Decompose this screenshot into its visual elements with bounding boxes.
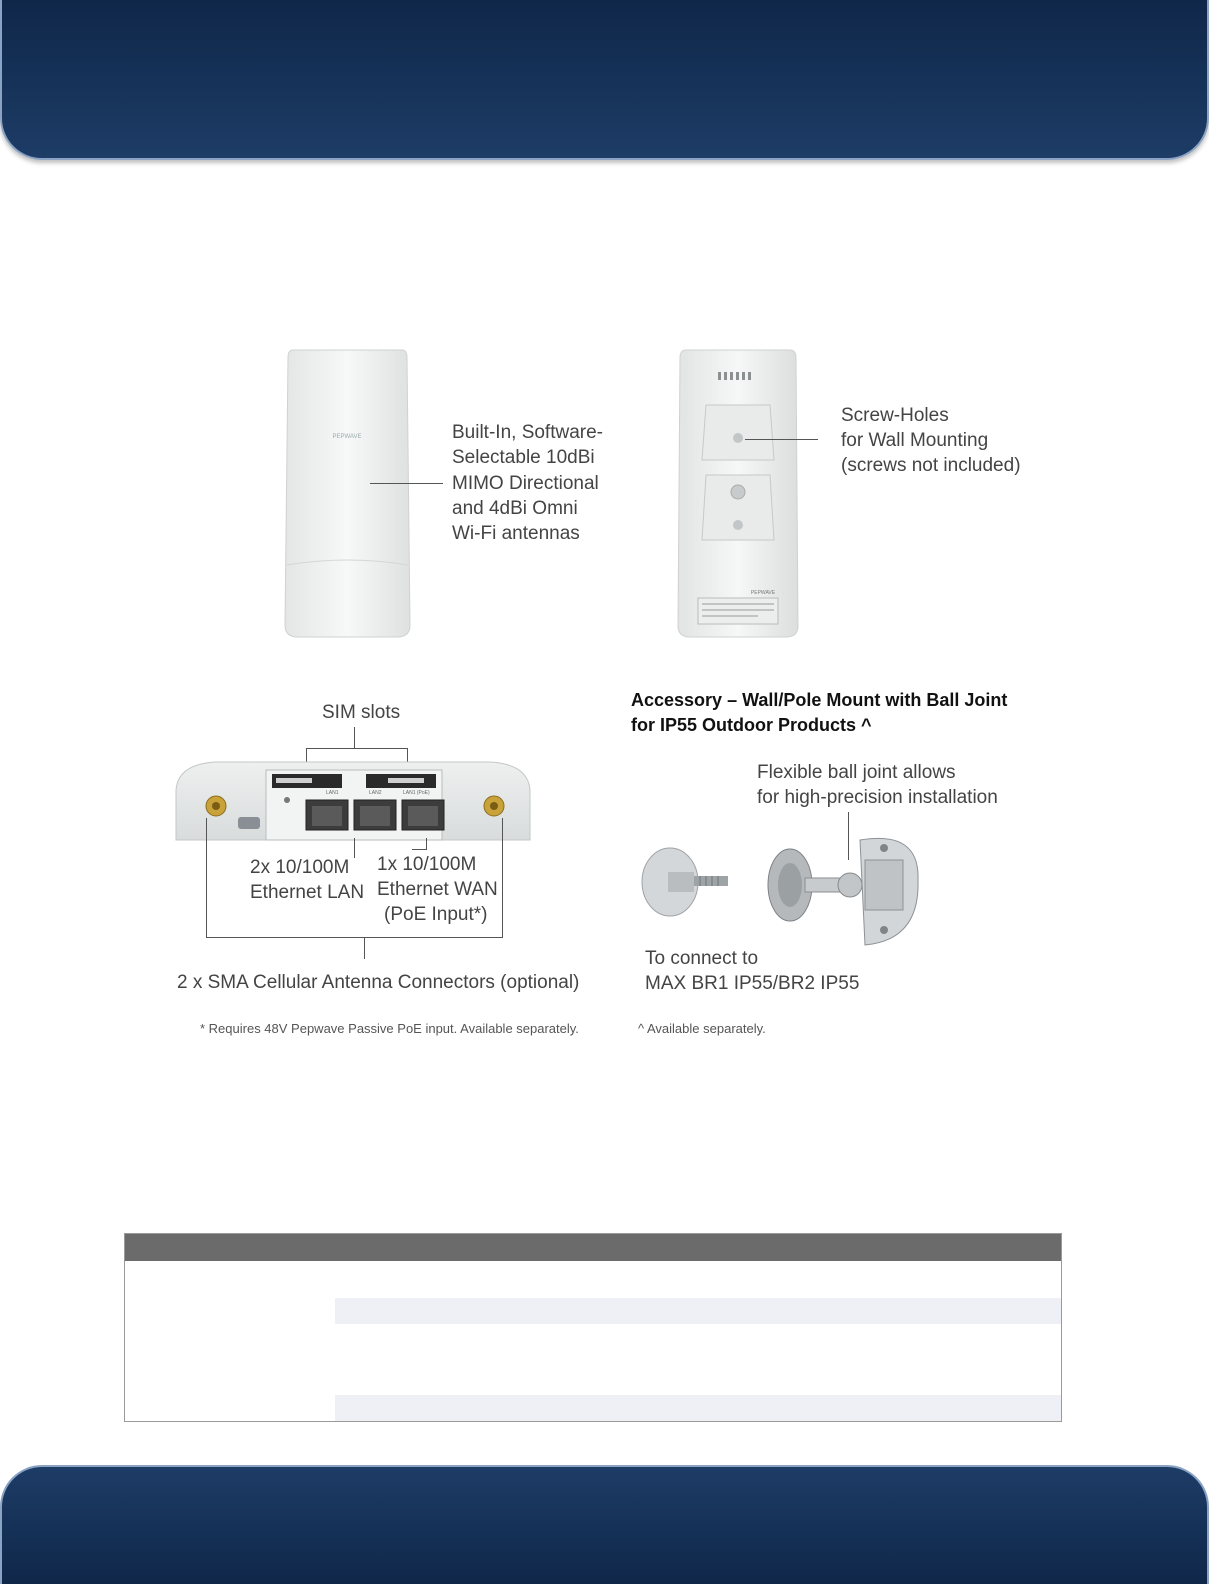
- port-label-lan2: LAN2: [369, 790, 382, 796]
- ethernet-port-lan2: [354, 800, 396, 830]
- ethernet-port-lan1: [306, 800, 348, 830]
- screw-holes-leader: [745, 439, 818, 440]
- ethernet-port-wan: [402, 800, 444, 830]
- ball-joint-callout-2: for high-precision installation: [757, 787, 998, 808]
- spec-table-row-stripe-1: [335, 1298, 1061, 1324]
- wan-callout-2: Ethernet WAN: [377, 879, 498, 900]
- ball-joint-callout-1: Flexible ball joint allows: [757, 762, 956, 783]
- wan-leader-bar: [412, 849, 427, 850]
- front-antenna-leader: [370, 483, 443, 484]
- screw-holes-callout-3: (screws not included): [841, 455, 1021, 476]
- spec-table: [124, 1233, 1062, 1422]
- lan-callout-1: 2x 10/100M: [250, 857, 350, 878]
- spec-table-row-stripe-2: [335, 1395, 1061, 1421]
- device-ports-image: [176, 762, 530, 842]
- lan-leader: [354, 838, 355, 858]
- sma-connector-left: [206, 796, 226, 816]
- screw-holes-callout-2: for Wall Mounting: [841, 430, 989, 451]
- wan-callout-3: (PoE Input*): [384, 904, 488, 925]
- accessory-heading-line-1: Accessory – Wall/Pole Mount with Ball Joint: [631, 690, 1008, 710]
- device-front-image: [285, 350, 410, 638]
- sma-leader-left: [206, 818, 207, 938]
- wan-callout-1: 1x 10/100M: [377, 854, 477, 875]
- front-antenna-callout-1: Built-In, Software-: [452, 422, 603, 443]
- ball-joint-mount: [768, 838, 918, 945]
- poe-footnote: * Requires 48V Pepwave Passive PoE input. Available separately.: [200, 1021, 579, 1036]
- device-logo: PEPWAVE: [332, 434, 362, 440]
- port-label-lan1: LAN1: [326, 790, 339, 796]
- screw-holes-callout-1: Screw-Holes: [841, 405, 949, 426]
- front-antenna-callout-5: Wi-Fi antennas: [452, 523, 580, 544]
- sma-leader-right: [502, 818, 503, 938]
- port-label-wan: LAN1 (PoE): [403, 790, 430, 796]
- front-antenna-callout-3: MIMO Directional: [452, 473, 599, 494]
- wall-mount-accessory-image: [640, 820, 940, 955]
- spec-table-header: [125, 1234, 1061, 1261]
- sim-leader-stem: [354, 727, 355, 748]
- front-antenna-callout-4: and 4dBi Omni: [452, 498, 578, 519]
- grounding-screw: [238, 817, 260, 829]
- front-antenna-callout-2: Selectable 10dBi: [452, 447, 595, 468]
- sma-leader-stem: [364, 937, 365, 959]
- mount-adapter-piece: [642, 848, 728, 916]
- sma-connector-right: [484, 796, 504, 816]
- device-back-logo: PEPWAVE: [750, 590, 776, 596]
- connect-to-callout-1: To connect to: [645, 948, 759, 969]
- lan-callout-2: Ethernet LAN: [250, 882, 365, 903]
- accessory-heading-line-2: for IP55 Outdoor Products ^: [631, 715, 872, 735]
- sim-slots-callout: SIM slots: [322, 702, 401, 723]
- connect-to-callout-2: MAX BR1 IP55/BR2 IP55: [645, 973, 860, 994]
- footer-band: [0, 1465, 1209, 1584]
- device-back-image: [678, 350, 798, 638]
- sma-leader-bar: [206, 937, 503, 938]
- header-band: [0, 0, 1209, 160]
- accessory-footnote: ^ Available separately.: [638, 1021, 766, 1036]
- sma-callout: 2 x SMA Cellular Antenna Connectors (optional): [177, 972, 580, 993]
- wan-leader-stem: [426, 838, 427, 849]
- sim-leader-bar: [306, 748, 408, 749]
